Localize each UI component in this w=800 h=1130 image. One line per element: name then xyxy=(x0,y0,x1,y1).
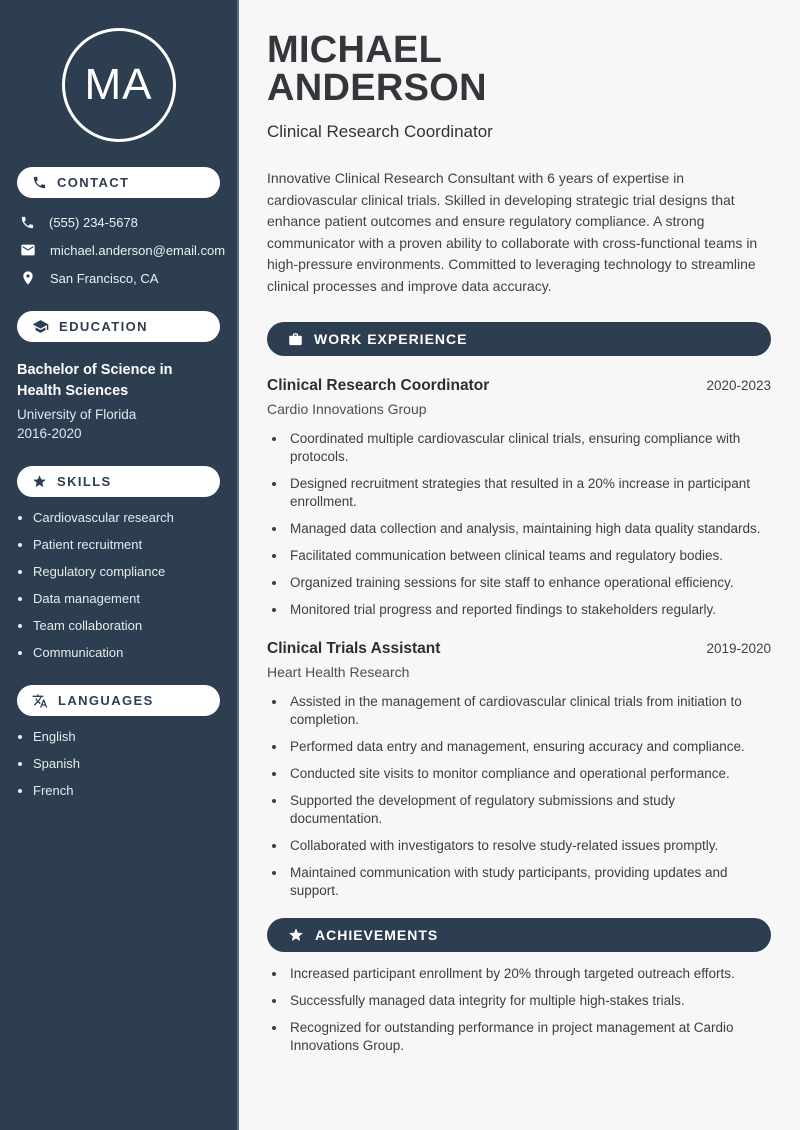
job-header xyxy=(267,377,771,395)
graduation-cap-icon xyxy=(32,318,49,335)
translate-icon xyxy=(32,693,48,709)
contact-section-header xyxy=(17,167,220,198)
job-entry xyxy=(267,640,771,900)
education-section-title: EDUCATION xyxy=(59,319,148,334)
languages-section-title: LANGUAGES xyxy=(58,693,154,709)
job-bullet: • Managed data collection and analysis, maintaining high data quality standards. xyxy=(287,520,771,538)
work-experience-section-title: WORK EXPERIENCE xyxy=(314,331,468,348)
phone-icon xyxy=(32,175,47,190)
skills-section-header xyxy=(17,466,220,497)
star-icon xyxy=(288,927,304,943)
contact-location-value: San Francisco, CA xyxy=(50,270,159,286)
job-bullet: • Conducted site visits to monitor compliance and operational performance. xyxy=(287,765,771,783)
job-company: Heart Health Research xyxy=(267,663,410,680)
job-entry xyxy=(267,377,771,619)
language-item: • Spanish xyxy=(33,756,237,771)
achievements-section-title: ACHIEVEMENTS xyxy=(315,927,439,944)
job-bullet-list xyxy=(267,430,771,619)
job-dates: 2020-2023 xyxy=(706,378,771,394)
languages-list xyxy=(0,729,237,798)
languages-section-header xyxy=(17,685,220,716)
skill-item: • Data management xyxy=(33,591,237,606)
person-name: MICHAEL ANDERSON xyxy=(267,29,487,109)
job-bullet: • Supported the development of regulatory submissions and study documentation. xyxy=(287,792,771,828)
job-dates: 2019-2020 xyxy=(706,640,771,656)
skill-item: • Cardiovascular research xyxy=(33,510,237,525)
main-content xyxy=(239,0,800,1130)
email-icon xyxy=(20,242,36,258)
job-bullet: • Monitored trial progress and reported findings to stakeholders regularly. xyxy=(287,601,771,619)
contact-item-location xyxy=(20,270,223,286)
avatar-initials: MA xyxy=(84,60,153,109)
job-bullet: • Assisted in the management of cardiovascular clinical trials from initiation to completion. xyxy=(287,693,771,729)
achievements-list xyxy=(267,965,771,1055)
star-icon xyxy=(32,474,47,489)
contact-phone-value: (555) 234-5678 xyxy=(49,215,138,230)
achievement-bullet: • Recognized for outstanding performance in project management at Cardio Innovations Group. xyxy=(287,1019,771,1055)
job-title: Clinical Trials Assistant xyxy=(267,639,441,657)
education-degree: Bachelor of Science in Health Sciences xyxy=(17,362,173,399)
job-title: Clinical Research Coordinator xyxy=(267,377,490,395)
job-bullet: • Facilitated communication between clinical teams and regulatory bodies. xyxy=(287,547,771,565)
language-item: • English xyxy=(33,729,237,744)
education-school: University of Florida xyxy=(17,407,137,423)
job-header xyxy=(267,640,771,658)
education-years: 2016-2020 xyxy=(17,426,82,442)
briefcase-icon xyxy=(288,332,303,347)
job-bullet: • Coordinated multiple cardiovascular clinical trials, ensuring compliance with protocols. xyxy=(287,430,771,466)
contact-list xyxy=(0,215,237,286)
skill-item: • Communication xyxy=(33,645,237,660)
achievement-bullet: • Increased participant enrollment by 20% through targeted outreach efforts. xyxy=(287,965,771,983)
phone-icon xyxy=(20,215,35,230)
contact-email-value: michael.anderson@email.com xyxy=(50,242,226,258)
job-company: Cardio Innovations Group xyxy=(267,401,427,418)
job-bullet: • Maintained communication with study participants, providing updates and support. xyxy=(287,864,771,900)
contact-item-phone xyxy=(20,215,223,230)
skills-list xyxy=(0,510,237,660)
skills-section-title: SKILLS xyxy=(57,474,112,490)
job-bullet: • Performed data entry and management, ensuring accuracy and compliance. xyxy=(287,738,771,756)
language-item: • French xyxy=(33,783,237,798)
skill-item: • Patient recruitment xyxy=(33,537,237,552)
skill-item: • Regulatory compliance xyxy=(33,564,237,579)
sidebar xyxy=(0,0,239,1130)
contact-item-email xyxy=(20,242,226,258)
job-bullet: • Designed recruitment strategies that resulted in a 20% increase in participant enrollment. xyxy=(287,475,771,511)
achievements-section-header xyxy=(267,918,771,952)
avatar xyxy=(62,28,176,142)
skill-item: • Team collaboration xyxy=(33,618,237,633)
achievement-bullet: • Successfully managed data integrity for multiple high-stakes trials. xyxy=(287,992,771,1010)
work-experience-section-header xyxy=(267,322,771,356)
person-job-title: Clinical Research Coordinator xyxy=(267,122,493,141)
job-bullet: • Collaborated with investigators to resolve study-related issues promptly. xyxy=(287,837,771,855)
job-bullet-list xyxy=(267,693,771,900)
job-bullet: • Organized training sessions for site staff to enhance operational efficiency. xyxy=(287,574,771,592)
contact-section-title: CONTACT xyxy=(57,175,130,190)
education-section-header xyxy=(17,311,220,342)
profile-summary: Innovative Clinical Research Consultant with 6 years of expertise in cardiovascular clinical trials. Skilled in developing strategic trial designs that enhance patient outcomes and ensure regulatory compliance. A strong communicator with a proven ability to collaborate with cross-functional teams in high-pressure environments. Committed to leveraging technology to streamline clinical processes and improve data accuracy. xyxy=(267,170,758,294)
location-icon xyxy=(20,270,36,286)
education-entry xyxy=(17,360,220,441)
